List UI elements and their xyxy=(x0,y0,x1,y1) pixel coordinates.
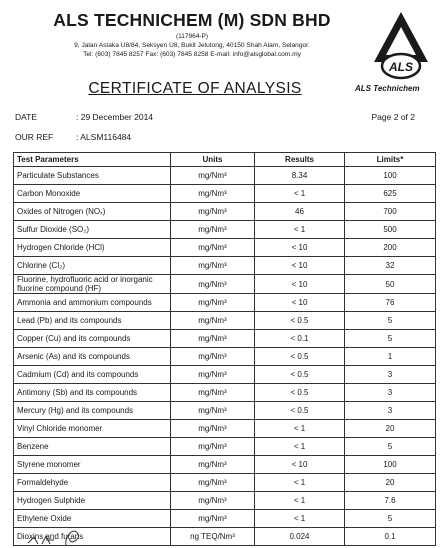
company-address: 9, Jalan Astaka U8/84, Seksyen U8, Bukit Jelutong, 40150 Shah Alam, Selangor. xyxy=(74,42,310,49)
cell-test-parameter: Lead (Pb) and its compounds xyxy=(14,312,171,330)
cell-result: < 1 xyxy=(255,185,345,203)
table-row xyxy=(14,294,436,312)
cell-test-parameter: Oxides of Nitrogen (NOₓ) xyxy=(14,203,171,221)
cell-units: mg/Nm³ xyxy=(171,438,255,456)
cell-result: < 10 xyxy=(255,257,345,275)
cell-test-parameter: Hydrogen Sulphide xyxy=(14,492,171,510)
cell-limit: 50 xyxy=(345,275,436,294)
company-name: ALS TECHNICHEM (M) SDN BHD xyxy=(53,10,331,30)
table-row xyxy=(14,275,436,294)
header-test-parameters: Test Parameters xyxy=(14,153,171,167)
cell-result: < 10 xyxy=(255,275,345,294)
cell-units: mg/Nm³ xyxy=(171,294,255,312)
cell-result: < 0.5 xyxy=(255,384,345,402)
cell-units: mg/Nm³ xyxy=(171,239,255,257)
cell-units: mg/Nm³ xyxy=(171,348,255,366)
cell-result: < 0.5 xyxy=(255,402,345,420)
table-row xyxy=(14,257,436,275)
table-row xyxy=(14,203,436,221)
cell-limit: 700 xyxy=(345,203,436,221)
cell-test-parameter: Dioxins and furans xyxy=(14,528,171,546)
cell-units: mg/Nm³ xyxy=(171,167,255,185)
cell-units: mg/Nm³ xyxy=(171,275,255,294)
cell-test-parameter: Particulate Substances xyxy=(14,167,171,185)
table-row xyxy=(14,384,436,402)
results-table xyxy=(13,152,436,546)
cell-limit: 76 xyxy=(345,294,436,312)
cell-test-parameter: Mercury (Hg) and its compounds xyxy=(14,402,171,420)
cell-result: < 0.1 xyxy=(255,330,345,348)
cell-test-parameter: Carbon Monoxide xyxy=(14,185,171,203)
cell-units: mg/Nm³ xyxy=(171,384,255,402)
reference-label: OUR REF xyxy=(15,132,54,142)
cell-units: mg/Nm³ xyxy=(171,366,255,384)
cell-limit: 7.6 xyxy=(345,492,436,510)
cell-units: mg/Nm³ xyxy=(171,474,255,492)
cell-limit: 5 xyxy=(345,510,436,528)
cell-test-parameter: Styrene monomer xyxy=(14,456,171,474)
cell-limit: 5 xyxy=(345,312,436,330)
cell-result: < 1 xyxy=(255,438,345,456)
cell-units: mg/Nm³ xyxy=(171,221,255,239)
signature xyxy=(24,528,114,548)
company-contact: Tel: (603) 7845 8257 Fax: (603) 7845 8258 E-mail: info@alsglobal.com.my xyxy=(83,51,301,58)
cell-result: < 1 xyxy=(255,492,345,510)
cell-test-parameter: Arsenic (As) and its compounds xyxy=(14,348,171,366)
cell-units: mg/Nm³ xyxy=(171,257,255,275)
cell-result: < 10 xyxy=(255,456,345,474)
table-row xyxy=(14,185,436,203)
cell-test-parameter: Cadmium (Cd) and its compounds xyxy=(14,366,171,384)
cell-units: mg/Nm³ xyxy=(171,510,255,528)
cell-result: < 1 xyxy=(255,510,345,528)
cell-limit: 0.1 xyxy=(345,528,436,546)
cell-result: < 10 xyxy=(255,239,345,257)
cell-limit: 625 xyxy=(345,185,436,203)
cell-test-parameter: Benzene xyxy=(14,438,171,456)
cell-test-parameter: Ethylene Oxide xyxy=(14,510,171,528)
cell-units: mg/Nm³ xyxy=(171,203,255,221)
cell-test-parameter: Ammonia and ammonium compounds xyxy=(14,294,171,312)
table-body xyxy=(14,167,436,546)
cell-result: < 0.5 xyxy=(255,348,345,366)
table-row xyxy=(14,221,436,239)
cell-test-parameter: Formaldehyde xyxy=(14,474,171,492)
cell-limit: 5 xyxy=(345,438,436,456)
cell-limit: 32 xyxy=(345,257,436,275)
cell-result: < 1 xyxy=(255,474,345,492)
cell-result: < 0.5 xyxy=(255,312,345,330)
cell-limit: 3 xyxy=(345,366,436,384)
cell-result: 0.024 xyxy=(255,528,345,546)
table-row xyxy=(14,330,436,348)
cell-units: mg/Nm³ xyxy=(171,185,255,203)
table-row xyxy=(14,239,436,257)
table-row xyxy=(14,312,436,330)
table-row xyxy=(14,348,436,366)
table-row xyxy=(14,456,436,474)
date-label: DATE xyxy=(15,112,38,122)
cell-test-parameter: Vinyl Chloride monomer xyxy=(14,420,171,438)
table-row xyxy=(14,492,436,510)
table-row xyxy=(14,402,436,420)
als-logo xyxy=(372,10,430,84)
cell-limit: 5 xyxy=(345,330,436,348)
cell-limit: 100 xyxy=(345,456,436,474)
registration-number: (117964-P) xyxy=(175,33,209,40)
cell-result: 8.34 xyxy=(255,167,345,185)
cell-test-parameter: Sulfur Dioxide (SO₂) xyxy=(14,221,171,239)
cell-units: mg/Nm³ xyxy=(171,312,255,330)
cell-test-parameter: Fluorine, hydrofluoric acid or inorganic fluorine compound (HF) xyxy=(14,275,171,294)
table-row xyxy=(14,167,436,185)
cell-limit: 1 xyxy=(345,348,436,366)
table-row xyxy=(14,474,436,492)
cell-test-parameter: Antimony (Sb) and its compounds xyxy=(14,384,171,402)
cell-result: < 1 xyxy=(255,420,345,438)
cell-test-parameter: Hydrogen Chloride (HCl) xyxy=(14,239,171,257)
table-header-row xyxy=(14,153,436,167)
header-units: Units xyxy=(171,153,255,167)
cell-result: < 1 xyxy=(255,221,345,239)
reference-value: : ALSM116484 xyxy=(76,132,132,142)
logo-text: ALS xyxy=(389,60,413,74)
cell-units: mg/Nm³ xyxy=(171,330,255,348)
cell-limit: 3 xyxy=(345,402,436,420)
document-title: CERTIFICATE OF ANALYSIS xyxy=(88,80,302,97)
cell-limit: 20 xyxy=(345,420,436,438)
cell-result: < 10 xyxy=(255,294,345,312)
date-value: : 29 December 2014 xyxy=(76,112,154,122)
cell-limit: 200 xyxy=(345,239,436,257)
page-number: Page 2 of 2 xyxy=(371,112,415,122)
table-row xyxy=(14,510,436,528)
cell-units: mg/Nm³ xyxy=(171,402,255,420)
cell-result: 46 xyxy=(255,203,345,221)
cell-limit: 20 xyxy=(345,474,436,492)
table-row xyxy=(14,438,436,456)
cell-result: < 0.5 xyxy=(255,366,345,384)
cell-units: mg/Nm³ xyxy=(171,456,255,474)
logo-tagline: ALS Technichem xyxy=(355,84,420,93)
table-row xyxy=(14,420,436,438)
cell-test-parameter: Copper (Cu) and its compounds xyxy=(14,330,171,348)
cell-limit: 100 xyxy=(345,167,436,185)
table-row xyxy=(14,366,436,384)
cell-limit: 500 xyxy=(345,221,436,239)
cell-units: mg/Nm³ xyxy=(171,492,255,510)
header-limits: Limits* xyxy=(345,153,436,167)
cell-units: ng TEQ/Nm³ xyxy=(171,528,255,546)
cell-units: mg/Nm³ xyxy=(171,420,255,438)
cell-test-parameter: Chlorine (Cl₂) xyxy=(14,257,171,275)
header-results: Results xyxy=(255,153,345,167)
cell-limit: 3 xyxy=(345,384,436,402)
